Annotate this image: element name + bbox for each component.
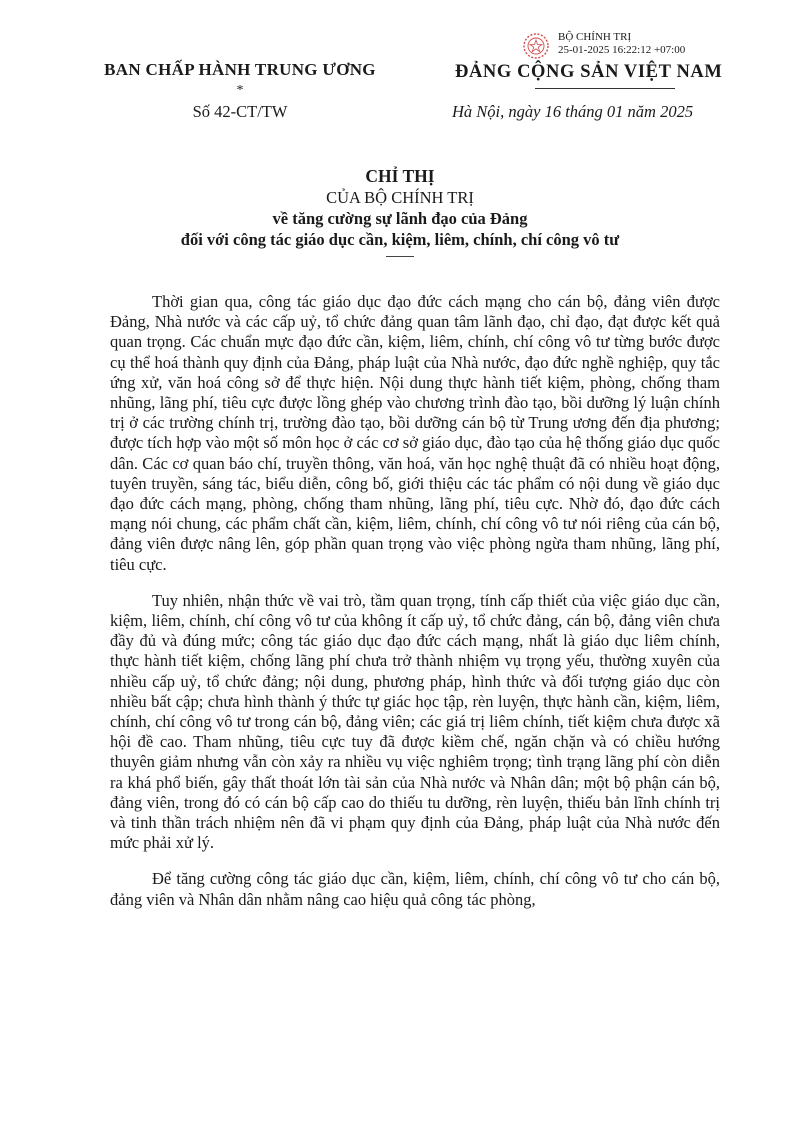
title-line-3: về tăng cường sự lãnh đạo của Đảng (272, 209, 528, 228)
document-number: Số 42-CT/TW (192, 102, 288, 121)
signature-timestamp: 25-01-2025 16:22:12 +07:00 (558, 44, 686, 56)
title-line-1: CHỈ THỊ (365, 166, 435, 186)
body-paragraph-1: Thời gian qua, công tác giáo dục đạo đức cách mạng cho cán bộ, đảng viên được Đảng, Nhà nước và các cấp uỷ, tổ chức đảng quan tâm lãnh đạo, chỉ đạo, đạt được kết quả quan trọng. Các chuẩn mực đạo đức cần, kiệm, liêm, chính, chí công vô tư từng bước được cụ thể hoá thành quy định của Đảng, pháp luật của Nhà nước, đạo đức nghề nghiệp, quy tắc ứng xử, văn hoá công sở để thực hiện. Nội dung thực hành tiết kiệm, phòng, chống tham nhũng, lãng phí, tiêu cực được lồng ghép vào chương trình đào tạo, bồi dưỡng lý luận chính trị ở các trường chính trị, trường đào tạo, bồi dưỡng cán bộ từ Trung ương đến địa phương; được tích hợp vào một số môn học ở các cơ sở giáo dục, đào tạo của hệ thống giáo dục quốc dân. Các cơ quan báo chí, truyền thông, văn hoá, văn học nghệ thuật đã có nhiều hoạt động, tuyên truyền, sáng tác, biểu diễn, công bố, giới thiệu các tác phẩm có nội dung về giáo dục đạo đức cách mạng, phòng, chống tham nhũng, lãng phí, tiêu cực. Nhờ đó, đạo đức cách mạng nói chung, các phẩm chất cần, kiệm, liêm, chính, chí công vô tư nói riêng của cán bộ, đảng viên được nâng lên, góp phần quan trọng vào việc phòng ngừa tham nhũng, lãng phí, tiêu cực. (110, 292, 720, 574)
body-paragraph-3: Để tăng cường công tác giáo dục cần, kiệm, liêm, chính, chí công vô tư cho cán bộ, đảng viên và Nhân dân nhằm nâng cao hiệu quả công tác phòng, (110, 869, 720, 909)
place-and-date: Hà Nội, ngày 16 tháng 01 năm 2025 (452, 102, 694, 121)
digital-signature (440, 30, 760, 62)
issuing-organization: BAN CHẤP HÀNH TRUNG ƯƠNG (104, 60, 376, 79)
signature-text (558, 31, 685, 57)
party-name: ĐẢNG CỘNG SẢN VIỆT NAM (455, 62, 723, 82)
title-line-4: đối với công tác giáo dục cần, kiệm, liêm, chính, chí công vô tư (180, 230, 620, 249)
title-line-2: CỦA BỘ CHÍNH TRỊ (326, 188, 474, 207)
document-body (110, 292, 720, 926)
document-title (100, 166, 700, 257)
title-underline (386, 256, 414, 257)
issuer-block (100, 60, 380, 122)
national-header-block (440, 30, 760, 121)
seal-stamp-icon (522, 32, 550, 60)
separator-star: * (236, 83, 244, 98)
signature-signer: BỘ CHÍNH TRỊ (558, 31, 632, 43)
party-underline (535, 88, 675, 89)
body-paragraph-2: Tuy nhiên, nhận thức về vai trò, tầm quan trọng, tính cấp thiết của việc giáo dục cần, kiệm, liêm, chính, chí công vô tư của không ít cấp uỷ, tổ chức đảng, cán bộ, đảng viên chưa đầy đủ và đúng mức; công tác giáo dục đạo đức cách mạng, nhất là giáo dục liêm chính, thực hành tiết kiệm, chống lãng phí chưa trở thành nhiệm vụ trọng yếu, thường xuyên của nhiều cấp uỷ, tổ chức đảng; nội dung, phương pháp, hình thức và đối tượng giáo dục còn nhiều bất cập; chưa hình thành ý thức tự giác học tập, rèn luyện, thực hành cần, kiệm, liêm, chính, chí công vô tư trong cán bộ, đảng viên; các giá trị liêm chính, tiết kiệm chưa được xã hội đề cao. Tham nhũng, tiêu cực tuy đã được kiềm chế, ngăn chặn và có chiều hướng thuyên giảm nhưng vẫn còn xảy ra nhiều vụ việc nghiêm trọng; tình trạng lãng phí còn diễn ra khá phổ biến, gây thất thoát lớn tài sản của Nhà nước và Nhân dân; một bộ phận cán bộ, đảng viên, trong đó có cán bộ cấp cao do thiếu tu dưỡng, rèn luyện, thiếu bản lĩnh chính trị và tinh thần trách nhiệm nên đã vi phạm quy định của Đảng, pháp luật của Nhà nước đến mức phải xử lý. (110, 590, 720, 853)
